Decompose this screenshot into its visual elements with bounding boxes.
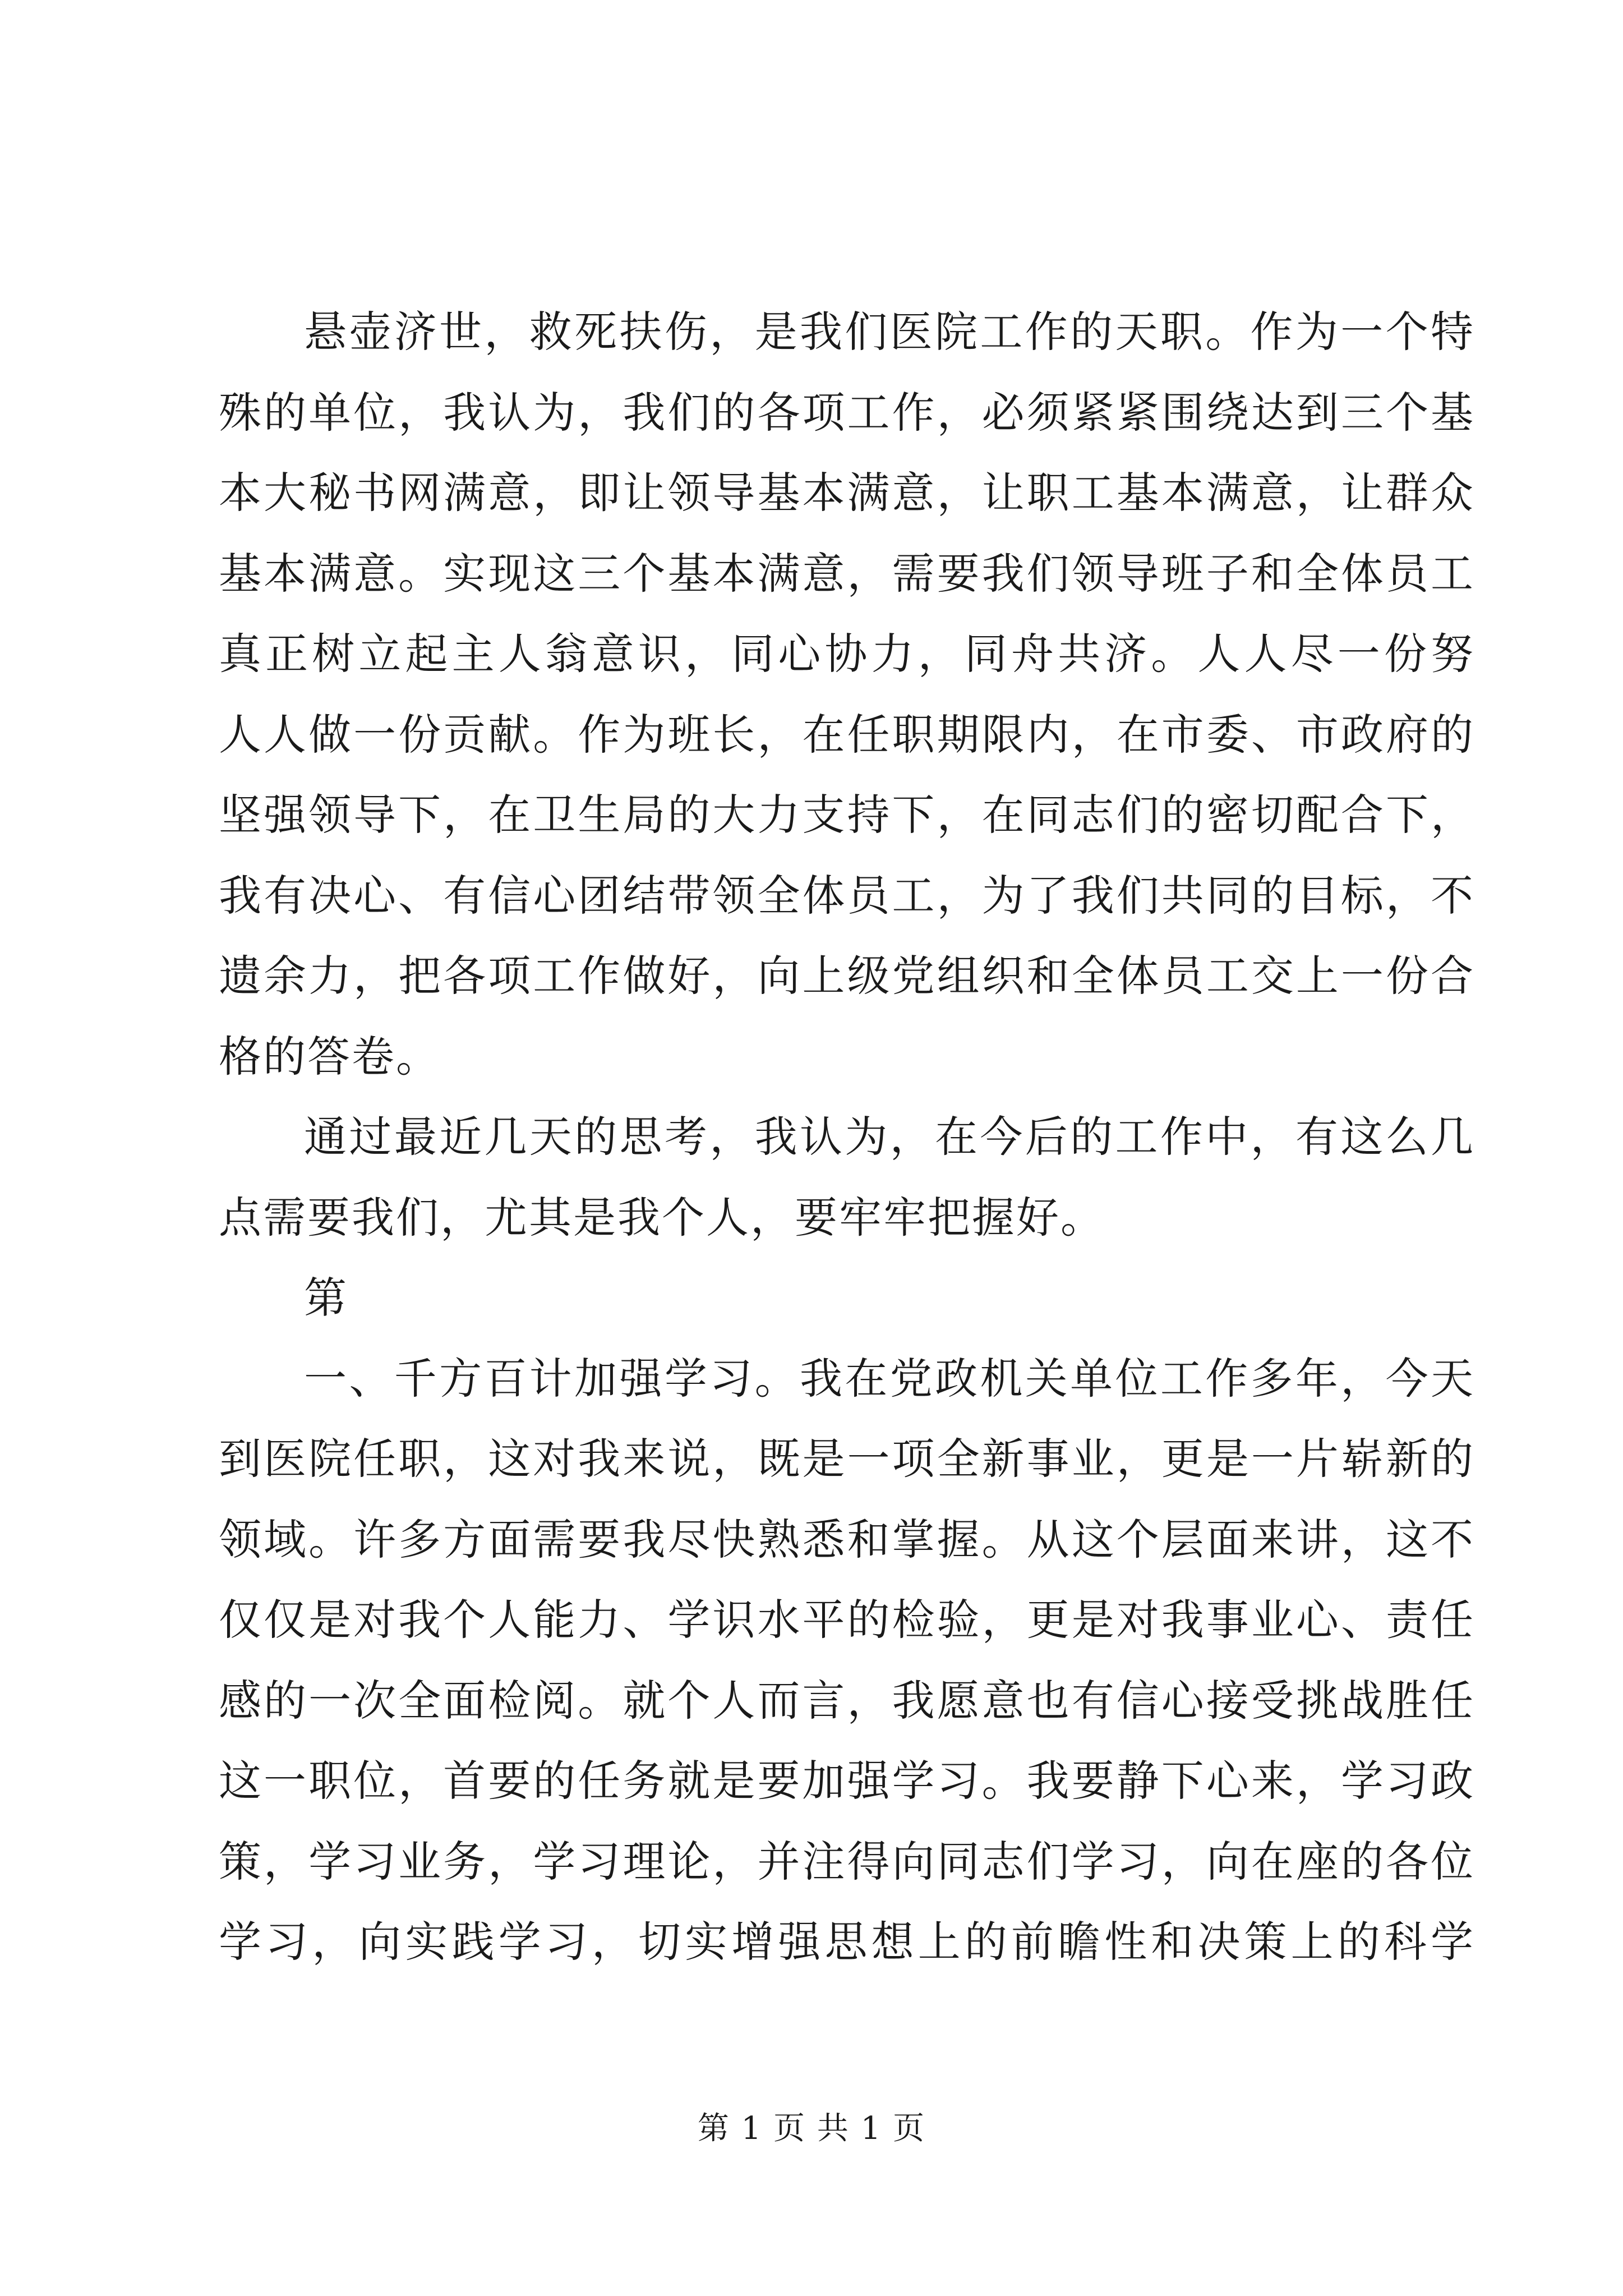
text-line: 点需要我们，尤其是我个人，要牢牢把握好。 [219,1192,1105,1243]
page-footer: 第 1 页 共 1 页 [697,2110,926,2147]
text-line: 学习，向实践学习，切实增强思想上的前瞻性和决策上的科学 [219,1917,1475,1967]
text-line: 领域。许多方面需要我尽快熟悉和掌握。从这个层面来讲，这不 [219,1514,1475,1565]
text-line: 真正树立起主人翁意识，同心协力，同舟共济。人人尽一份努 [219,629,1475,679]
text-line: 本大秘书网满意，即让领导基本满意，让职工基本满意，让群众 [219,468,1475,518]
text-line: 悬壶济世，救死扶伤，是我们医院工作的天职。作为一个特 [304,307,1475,357]
text-line: 遗余力，把各项工作做好，向上级党组织和全体员工交上一份合 [219,951,1475,1001]
text-line: 人人做一份贡献。作为班长，在任职期限内，在市委、市政府的 [219,709,1475,760]
text-line: 坚强领导下，在卫生局的大力支持下，在同志们的密切配合下， [219,790,1475,840]
text-line: 感的一次全面检阅。就个人而言，我愿意也有信心接受挑战胜任 [219,1675,1475,1726]
text-line: 一、千方百计加强学习。我在党政机关单位工作多年，今天 [304,1353,1475,1404]
text-line: 这一职位，首要的任务就是要加强学习。我要静下心来，学习政 [219,1756,1475,1806]
text-line: 殊的单位，我认为，我们的各项工作，必须紧紧围绕达到三个基 [219,387,1475,438]
text-line: 到医院任职，这对我来说，既是一项全新事业，更是一片崭新的 [219,1434,1475,1484]
text-line: 我有决心、有信心团结带领全体员工，为了我们共同的目标，不 [219,870,1475,921]
document-body [219,292,1475,1982]
text-line: 格的答卷。 [219,1031,440,1082]
text-line: 基本满意。实现这三个基本满意，需要我们领导班子和全体员工 [219,548,1475,599]
text-line: 通过最近几天的思考，我认为，在今后的工作中，有这么几 [304,1112,1475,1162]
text-line: 策，学习业务，学习理论，并注得向同志们学习，向在座的各位 [219,1836,1475,1887]
text-line: 第 [304,1273,348,1323]
text-line: 仅仅是对我个人能力、学识水平的检验，更是对我事业心、责任 [219,1595,1475,1645]
